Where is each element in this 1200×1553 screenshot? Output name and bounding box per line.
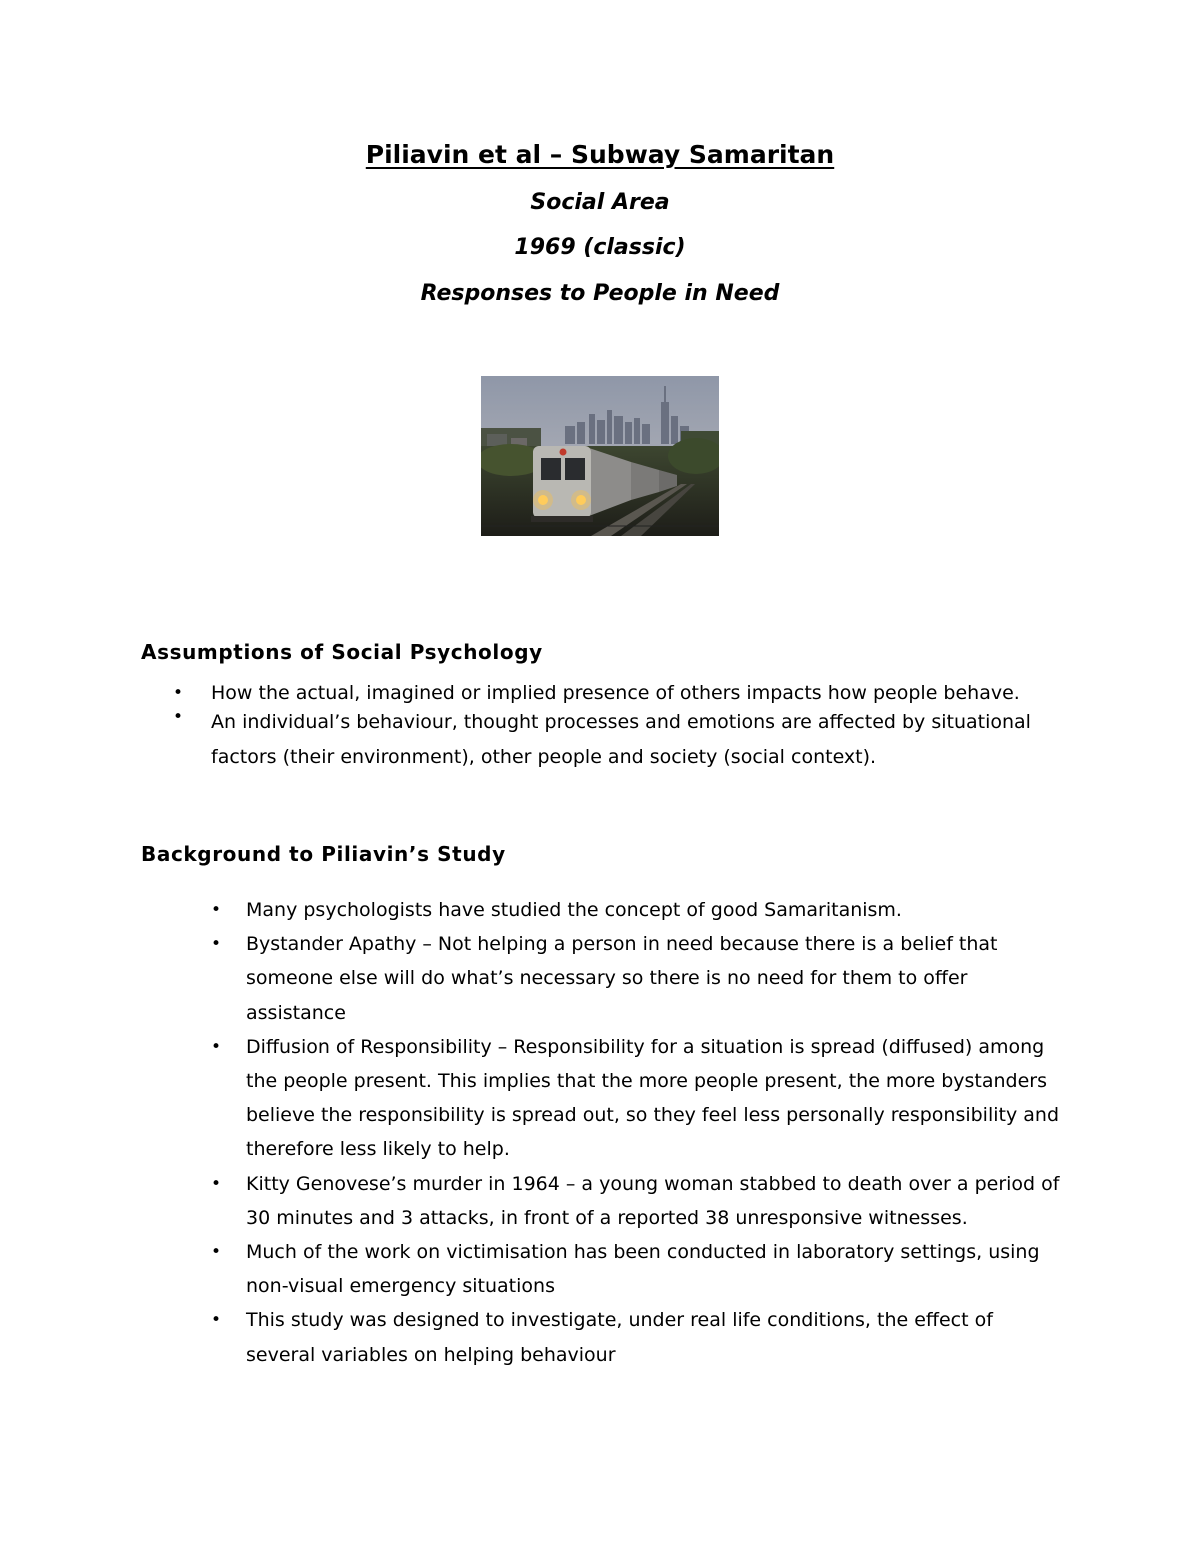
bullet-icon: • [211,1242,222,1263]
list-item-text: An individual’s behaviour, thought processes and emotions are affected by situational factors (their environment), other people and society (social context). [211,711,1031,768]
bullet-icon: • [173,683,184,703]
list-item [211,1235,1066,1303]
list-item [173,705,1091,775]
bullet-icon: • [211,1310,222,1331]
list-item-text: How the actual, imagined or implied presence of others impacts how people behave. [211,682,1020,704]
list-item [211,1167,1066,1235]
list-item-text: This study was designed to investigate, under real life conditions, the effect of several variables on helping behaviour [246,1309,993,1366]
list-item [211,1303,1066,1371]
bullet-icon: • [211,1173,222,1194]
subtitle-area: Social Area [530,190,670,215]
subtitle-topic: Responses to People in Need [420,281,780,306]
list-item-text: Bystander Apathy – Not helping a person in need because there is a belief that someone else will do what’s necessary so there is no need for them to offer assistance [246,933,998,1024]
list-item [211,1030,1066,1167]
section-heading-assumptions: Assumptions of Social Psychology [141,640,543,664]
subway-train-photo [481,376,719,536]
section-heading-background: Background to Piliavin’s Study [141,842,506,866]
list-item-text: Much of the work on victimisation has been conducted in laboratory settings, using non-visual emergency situations [246,1241,1040,1298]
list-item [173,681,1091,705]
assumptions-list [173,681,1091,775]
list-item-text: Diffusion of Responsibility – Responsibility for a situation is spread (diffused) among the people present. This implies that the more people present, the more bystanders believe the responsibility is spread out, so they feel less personally responsibility and therefore less likely to help. [246,1035,1060,1161]
background-list [211,893,1066,1372]
list-item [211,927,1066,1030]
list-item-text: Kitty Genovese’s murder in 1964 – a young woman stabbed to death over a period of 30 minutes and 3 attacks, in front of a reported 38 unresponsive witnesses. [246,1172,1060,1229]
bullet-icon: • [211,1036,222,1057]
bullet-icon: • [211,900,222,920]
list-item [211,893,1066,927]
document-title: Piliavin et al – Subway Samaritan [365,140,835,169]
bullet-icon: • [173,707,184,727]
bullet-icon: • [211,934,222,955]
list-item-text: Many psychologists have studied the concept of good Samaritanism. [246,899,902,921]
subtitle-year: 1969 (classic) [514,235,686,260]
